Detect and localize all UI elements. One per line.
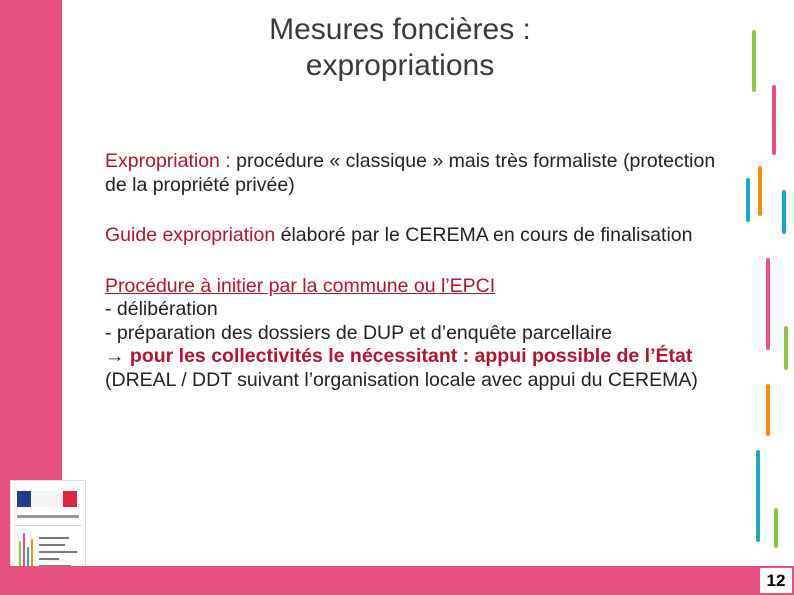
paragraph-expropriation xyxy=(105,150,725,197)
paragraph-guide xyxy=(105,224,725,248)
title-line-1: Mesures foncières : xyxy=(269,13,531,46)
logo-text-line xyxy=(39,544,65,546)
logo-text-line xyxy=(39,558,59,560)
flag-blue-band xyxy=(17,491,31,507)
expropriation-label: Expropriation : xyxy=(105,150,231,172)
procedure-item-dossiers: - préparation des dossiers de DUP et d’enquête parcellaire xyxy=(105,321,612,344)
ministere-logo xyxy=(10,480,86,578)
guide-label: Guide expropriation xyxy=(105,224,276,246)
logo-caption-line xyxy=(17,515,79,518)
procedure-heading: Procédure à initier par la commune ou l’EPCI xyxy=(105,274,496,297)
footer-band xyxy=(0,566,794,595)
logo-text-line xyxy=(39,537,69,539)
title-line-2: expropriations xyxy=(305,49,495,82)
procedure-highlight: pour les collectivités le nécessitant : appui possible de l’État xyxy=(129,345,693,367)
flag-white-band xyxy=(31,491,63,507)
arrow-glyph: → xyxy=(105,345,130,367)
paragraph-procedure xyxy=(105,275,725,393)
guide-text: élaboré par le CEREMA en cours de finalisation xyxy=(275,224,693,246)
expropriation-text: procédure « classique » mais très formaliste (protection de la propriété privée) xyxy=(105,150,716,196)
logo-text-line xyxy=(39,551,77,553)
flag-red-band xyxy=(63,491,77,507)
slide-body xyxy=(105,150,725,419)
procedure-rest: (DREAL / DDT suivant l’organisation locale avec appui du CEREMA) xyxy=(105,368,698,391)
page-number: 12 xyxy=(760,568,792,593)
slide-title xyxy=(160,12,640,84)
logo-divider xyxy=(15,525,81,526)
procedure-item-deliberation: - délibération xyxy=(105,298,218,320)
